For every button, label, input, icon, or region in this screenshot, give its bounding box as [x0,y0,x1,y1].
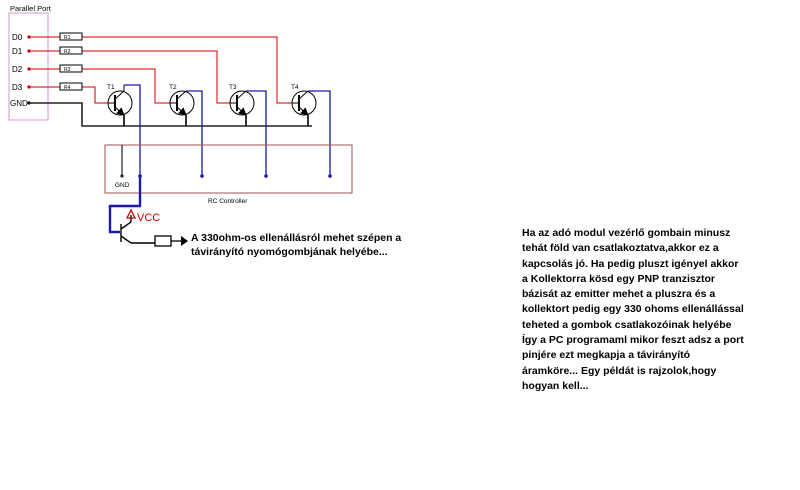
transistor-label-t1: T1 [107,84,115,91]
note-line: teheted a gombok csatlakozóinak helyébe [522,318,732,331]
pin-label-d2: D2 [12,65,23,74]
parallel-port-title: Parallel Port [10,4,51,13]
annotation-line-2: távirányító nyomógombjának helyébe... [191,246,388,258]
vcc-label: VCC [137,212,161,224]
note-line: Ha az adó modul vezérlő gombain minusz [522,227,731,239]
note-line: Így a PC programaml mikor feszt adsz a port [522,334,744,347]
output-arrow-icon [181,236,188,246]
note-line: kapcsolás jó. Ha pedig pluszt igényel akkor [522,257,739,270]
resistor-label-r3: R3 [64,67,71,73]
resistor-label-r2: R2 [64,49,71,55]
note-line: pinjére ezt megkapja a távirányító [522,349,691,362]
rc-controller-box [105,145,352,193]
transistor-label-t2: T2 [169,84,177,91]
note-line: kollektort pedig egy 330 ohoms ellenállással [522,303,744,316]
explanation-note [522,226,772,394]
resistor-label-r1: R1 [64,35,71,41]
transistor-t3 [230,91,254,126]
annotation-line-1: A 330ohm-os ellenállásról mehet szépen a [191,232,402,244]
resistor-label-r4: R4 [64,85,71,91]
note-line: a Kollektorra kösd egy PNP tranzisztor [522,272,715,285]
resistors [60,33,82,90]
note-line: áramköre... Egy példát is rajzolok,hogy [522,364,717,377]
blue-wire-ends [138,174,332,178]
pin-label-gnd: GND [10,99,28,108]
note-line: hogyan kell... [522,379,589,392]
transistor-t2 [170,91,194,126]
controller-gnd-dot [120,174,123,177]
pin-label-d3: D3 [12,83,23,92]
transistor-label-t4: T4 [291,84,299,91]
transistor-t1 [108,85,132,126]
controller-gnd-label: GND [115,182,130,189]
note-line: tehát föld van csatlakoztatva,akkor ez a [522,242,719,255]
transistor-label-t3: T3 [229,84,237,91]
note-line: bázisát az emitter mehet a pluszra és a [522,288,716,301]
pin-label-d1: D1 [12,47,23,56]
transistor-t4 [292,91,316,126]
output-resistor [155,236,171,246]
pin-label-d0: D0 [12,33,23,42]
rc-controller-label: RC Controller [208,198,248,205]
